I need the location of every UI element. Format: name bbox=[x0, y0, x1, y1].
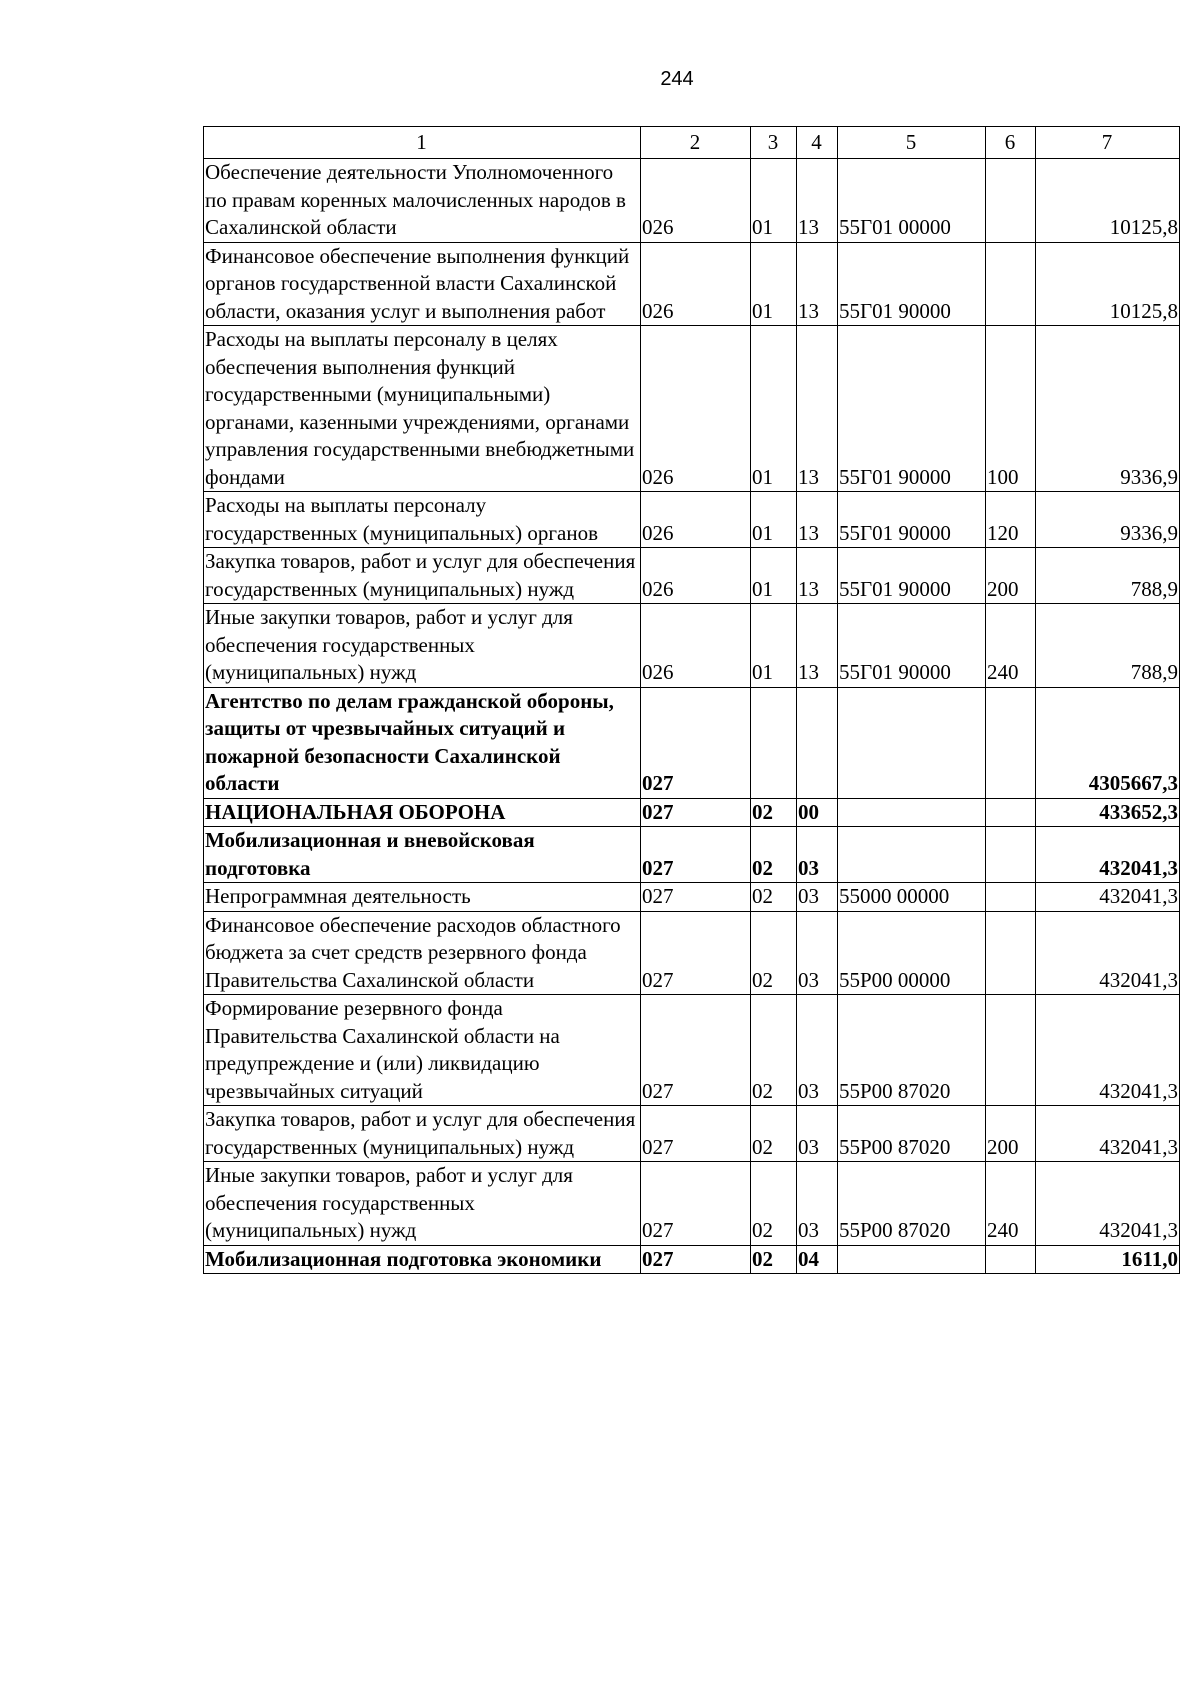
row-target-article: 55Г01 90000 bbox=[838, 326, 986, 492]
row-section-code: 01 bbox=[751, 604, 797, 688]
row-expense-type bbox=[986, 242, 1036, 326]
row-ministry-code: 027 bbox=[641, 798, 751, 827]
row-section-code: 02 bbox=[751, 1162, 797, 1246]
row-subsection-code: 03 bbox=[797, 911, 838, 995]
table-row bbox=[204, 548, 1180, 604]
row-ministry-code: 027 bbox=[641, 883, 751, 912]
table-body bbox=[204, 159, 1180, 1274]
row-subsection-code: 13 bbox=[797, 326, 838, 492]
row-expense-type: 200 bbox=[986, 1106, 1036, 1162]
table-row bbox=[204, 159, 1180, 243]
row-description: Агентство по делам гражданской обороны, защиты от чрезвычайных ситуаций и пожарной безопасности Сахалинской области bbox=[204, 687, 641, 798]
row-ministry-code: 027 bbox=[641, 1245, 751, 1274]
row-amount: 432041,3 bbox=[1036, 911, 1180, 995]
row-target-article: 55Р00 87020 bbox=[838, 995, 986, 1106]
row-target-article bbox=[838, 687, 986, 798]
table-row bbox=[204, 242, 1180, 326]
row-description: Мобилизационная и вневойсковая подготовка bbox=[204, 827, 641, 883]
row-subsection-code: 13 bbox=[797, 159, 838, 243]
table-row bbox=[204, 1245, 1180, 1274]
row-amount: 432041,3 bbox=[1036, 1162, 1180, 1246]
row-target-article: 55Г01 90000 bbox=[838, 492, 986, 548]
row-subsection-code: 04 bbox=[797, 1245, 838, 1274]
row-target-article: 55Г01 90000 bbox=[838, 548, 986, 604]
row-description: Иные закупки товаров, работ и услуг для обеспечения государственных (муниципальных) нужд bbox=[204, 1162, 641, 1246]
row-ministry-code: 026 bbox=[641, 492, 751, 548]
column-header-4: 4 bbox=[797, 127, 838, 159]
row-description: Финансовое обеспечение выполнения функций органов государственной власти Сахалинской области, оказания услуг и выполнения работ bbox=[204, 242, 641, 326]
table-row bbox=[204, 1162, 1180, 1246]
column-header-3: 3 bbox=[751, 127, 797, 159]
row-ministry-code: 026 bbox=[641, 548, 751, 604]
row-description: Закупка товаров, работ и услуг для обеспечения государственных (муниципальных) нужд bbox=[204, 1106, 641, 1162]
row-amount: 788,9 bbox=[1036, 604, 1180, 688]
row-description: Расходы на выплаты персоналу государственных (муниципальных) органов bbox=[204, 492, 641, 548]
table-row bbox=[204, 492, 1180, 548]
table-row bbox=[204, 326, 1180, 492]
row-subsection-code: 03 bbox=[797, 883, 838, 912]
header-row bbox=[204, 127, 1180, 159]
row-amount: 9336,9 bbox=[1036, 326, 1180, 492]
row-section-code: 01 bbox=[751, 242, 797, 326]
row-ministry-code: 026 bbox=[641, 326, 751, 492]
row-subsection-code bbox=[797, 687, 838, 798]
row-ministry-code: 027 bbox=[641, 995, 751, 1106]
row-expense-type: 240 bbox=[986, 1162, 1036, 1246]
row-target-article bbox=[838, 1245, 986, 1274]
row-amount: 788,9 bbox=[1036, 548, 1180, 604]
row-target-article: 55000 00000 bbox=[838, 883, 986, 912]
row-ministry-code: 027 bbox=[641, 1162, 751, 1246]
row-section-code: 02 bbox=[751, 995, 797, 1106]
row-target-article bbox=[838, 827, 986, 883]
row-description: НАЦИОНАЛЬНАЯ ОБОРОНА bbox=[204, 798, 641, 827]
table-row bbox=[204, 687, 1180, 798]
row-description: Непрограммная деятельность bbox=[204, 883, 641, 912]
row-section-code: 02 bbox=[751, 1245, 797, 1274]
row-description: Обеспечение деятельности Уполномоченного по правам коренных малочисленных народов в Сахалинской области bbox=[204, 159, 641, 243]
table-row bbox=[204, 827, 1180, 883]
row-amount: 4305667,3 bbox=[1036, 687, 1180, 798]
table-row bbox=[204, 883, 1180, 912]
row-subsection-code: 03 bbox=[797, 1106, 838, 1162]
row-section-code: 02 bbox=[751, 827, 797, 883]
row-ministry-code: 027 bbox=[641, 687, 751, 798]
row-expense-type bbox=[986, 1245, 1036, 1274]
row-subsection-code: 13 bbox=[797, 604, 838, 688]
row-section-code bbox=[751, 687, 797, 798]
row-amount: 432041,3 bbox=[1036, 883, 1180, 912]
row-amount: 432041,3 bbox=[1036, 1106, 1180, 1162]
row-section-code: 02 bbox=[751, 911, 797, 995]
row-subsection-code: 00 bbox=[797, 798, 838, 827]
table-row bbox=[204, 1106, 1180, 1162]
table-row bbox=[204, 798, 1180, 827]
row-subsection-code: 03 bbox=[797, 1162, 838, 1246]
row-expense-type: 200 bbox=[986, 548, 1036, 604]
row-subsection-code: 03 bbox=[797, 827, 838, 883]
row-target-article bbox=[838, 798, 986, 827]
row-expense-type: 100 bbox=[986, 326, 1036, 492]
row-description: Формирование резервного фонда Правительства Сахалинской области на предупреждение и (или) ликвидацию чрезвычайных ситуаций bbox=[204, 995, 641, 1106]
table-row bbox=[204, 604, 1180, 688]
row-description: Закупка товаров, работ и услуг для обеспечения государственных (муниципальных) нужд bbox=[204, 548, 641, 604]
row-subsection-code: 13 bbox=[797, 492, 838, 548]
row-amount: 433652,3 bbox=[1036, 798, 1180, 827]
budget-table bbox=[203, 126, 1180, 1274]
row-amount: 10125,8 bbox=[1036, 159, 1180, 243]
row-expense-type bbox=[986, 827, 1036, 883]
row-expense-type bbox=[986, 883, 1036, 912]
row-section-code: 02 bbox=[751, 798, 797, 827]
row-description: Финансовое обеспечение расходов областного бюджета за счет средств резервного фонда Правительства Сахалинской области bbox=[204, 911, 641, 995]
row-expense-type bbox=[986, 687, 1036, 798]
row-ministry-code: 026 bbox=[641, 159, 751, 243]
row-amount: 10125,8 bbox=[1036, 242, 1180, 326]
row-expense-type: 120 bbox=[986, 492, 1036, 548]
row-subsection-code: 13 bbox=[797, 242, 838, 326]
row-ministry-code: 027 bbox=[641, 827, 751, 883]
page-number: 244 bbox=[660, 68, 694, 90]
row-ministry-code: 026 bbox=[641, 242, 751, 326]
row-expense-type: 240 bbox=[986, 604, 1036, 688]
row-target-article: 55Г01 90000 bbox=[838, 242, 986, 326]
row-description: Расходы на выплаты персоналу в целях обеспечения выполнения функций государственными (муниципальными) органами, казенными учреждениями, органами управления государственными внебюджетными фондами bbox=[204, 326, 641, 492]
row-ministry-code: 027 bbox=[641, 911, 751, 995]
table-row bbox=[204, 995, 1180, 1106]
row-section-code: 01 bbox=[751, 548, 797, 604]
row-ministry-code: 027 bbox=[641, 1106, 751, 1162]
row-section-code: 02 bbox=[751, 883, 797, 912]
row-target-article: 55Р00 87020 bbox=[838, 1162, 986, 1246]
row-expense-type bbox=[986, 159, 1036, 243]
row-section-code: 02 bbox=[751, 1106, 797, 1162]
row-subsection-code: 13 bbox=[797, 548, 838, 604]
row-description: Иные закупки товаров, работ и услуг для обеспечения государственных (муниципальных) нужд bbox=[204, 604, 641, 688]
row-section-code: 01 bbox=[751, 159, 797, 243]
row-target-article: 55Г01 90000 bbox=[838, 604, 986, 688]
row-target-article: 55Р00 00000 bbox=[838, 911, 986, 995]
row-amount: 1611,0 bbox=[1036, 1245, 1180, 1274]
table-row bbox=[204, 911, 1180, 995]
row-amount: 432041,3 bbox=[1036, 995, 1180, 1106]
column-header-7: 7 bbox=[1036, 127, 1180, 159]
row-subsection-code: 03 bbox=[797, 995, 838, 1106]
row-expense-type bbox=[986, 911, 1036, 995]
row-amount: 9336,9 bbox=[1036, 492, 1180, 548]
column-header-6: 6 bbox=[986, 127, 1036, 159]
column-header-2: 2 bbox=[641, 127, 751, 159]
row-description: Мобилизационная подготовка экономики bbox=[204, 1245, 641, 1274]
row-ministry-code: 026 bbox=[641, 604, 751, 688]
row-expense-type bbox=[986, 995, 1036, 1106]
row-section-code: 01 bbox=[751, 326, 797, 492]
row-amount: 432041,3 bbox=[1036, 827, 1180, 883]
row-target-article: 55Г01 00000 bbox=[838, 159, 986, 243]
column-header-5: 5 bbox=[838, 127, 986, 159]
row-expense-type bbox=[986, 798, 1036, 827]
row-section-code: 01 bbox=[751, 492, 797, 548]
column-header-1: 1 bbox=[204, 127, 641, 159]
row-target-article: 55Р00 87020 bbox=[838, 1106, 986, 1162]
